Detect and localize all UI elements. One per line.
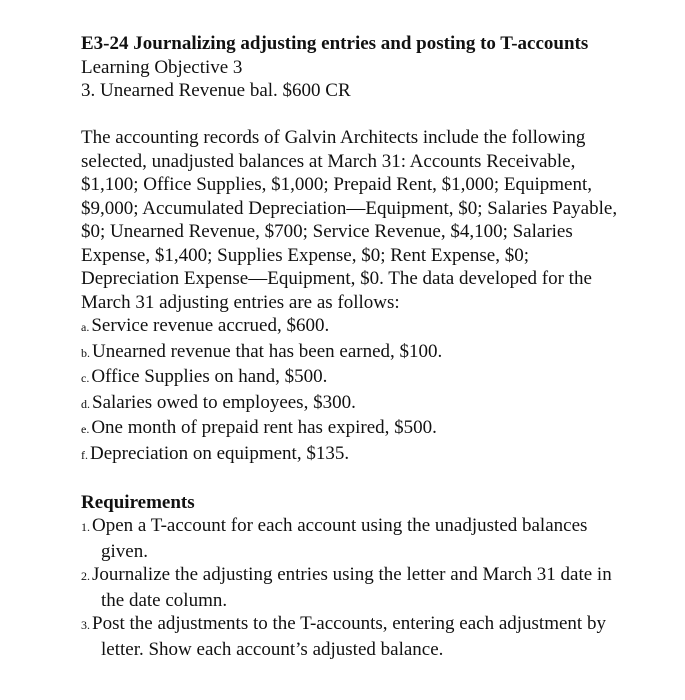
- item-text: Office Supplies on hand, $500.: [91, 366, 328, 387]
- requirement-text: Post the adjustments to the T-accounts, entering each adjustment by letter. Show each account’s adjusted balance.: [92, 613, 606, 660]
- item-letter: d.: [81, 396, 90, 411]
- item-text: Salaries owed to employees, $300.: [92, 391, 356, 413]
- item-letter: f.: [81, 447, 88, 462]
- list-item: [81, 442, 626, 468]
- list-item: [81, 340, 626, 366]
- requirement-text: Journalize the adjusting entries using the letter and March 31 date in the date column.: [92, 564, 612, 611]
- item-letter: c.: [81, 371, 90, 385]
- requirement-number: 1.: [81, 520, 90, 534]
- item-letter: a.: [81, 320, 90, 334]
- item-text: Unearned revenue that has been earned, $100.: [92, 340, 443, 362]
- exercise-page: [81, 32, 626, 661]
- exercise-title: E3-24 Journalizing adjusting entries and posting to T-accounts: [81, 33, 589, 54]
- exercise-intro: The accounting records of Galvin Architects include the following selected, unadjusted balances at March 31: Accounts Receivable, $1,100; Office Supplies, $1,000; Prepaid Rent, $1,000; Equipment, $9,000; Accumulated Depreciation—Equipment, $0; Salaries Payable, $0; Unearned Revenue, $700; Service Revenue, $4,100; Salaries Expense, $1,400; Supplies Expense, $0; Rent Expense, $0; Depreciation Expense—Equipment, $0. The data developed for the March 31 adjusting entries are as follows:: [81, 127, 618, 313]
- item-text: Service revenue accrued, $600.: [91, 315, 330, 336]
- list-item: [81, 365, 626, 391]
- item-letter: e.: [81, 422, 90, 436]
- requirement-number: 2.: [81, 569, 90, 583]
- requirement-item: [81, 612, 626, 661]
- requirement-text: Open a T-account for each account using the unadjusted balances given.: [92, 515, 588, 562]
- list-item: [81, 391, 626, 417]
- list-item: [81, 314, 626, 340]
- item-text: Depreciation on equipment, $135.: [90, 442, 350, 464]
- item-letter: b.: [81, 345, 90, 360]
- adjustment-data-list: [81, 314, 626, 467]
- item-text: One month of prepaid rent has expired, $500.: [91, 417, 437, 438]
- learning-objective: Learning Objective 3: [81, 56, 243, 78]
- list-item: [81, 416, 626, 442]
- requirement-item: [81, 514, 626, 563]
- answer-hint: 3. Unearned Revenue bal. $600 CR: [81, 80, 351, 101]
- requirement-number: 3.: [81, 618, 90, 632]
- requirement-item: [81, 563, 626, 612]
- requirements-list: [81, 514, 626, 661]
- requirements-heading: Requirements: [81, 491, 195, 513]
